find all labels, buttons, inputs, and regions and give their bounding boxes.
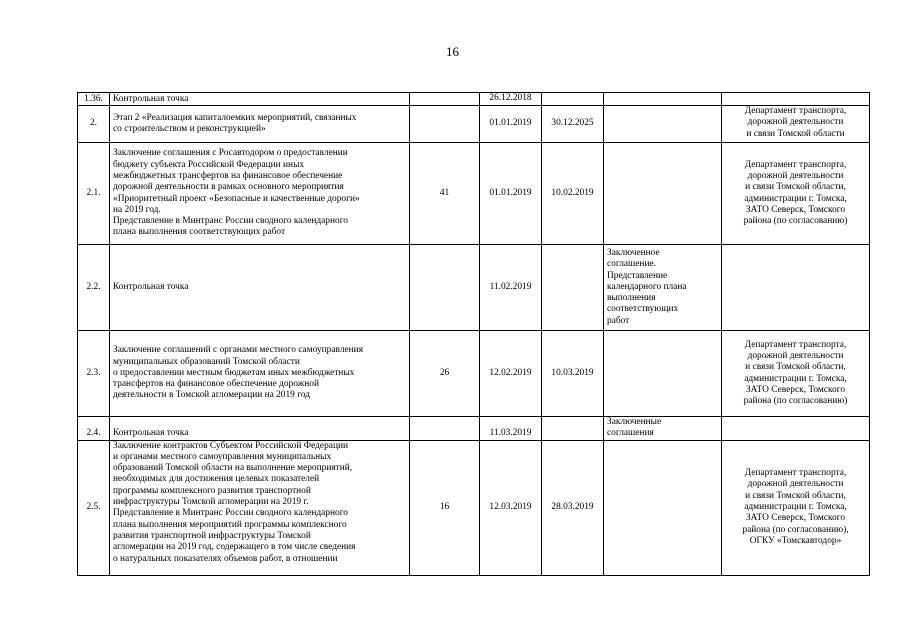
activity-name: Контрольная точка bbox=[110, 245, 410, 331]
amount-cell bbox=[410, 245, 480, 331]
start-date: 12.03.2019 bbox=[480, 440, 542, 575]
table-row bbox=[78, 440, 870, 575]
end-date bbox=[542, 417, 604, 441]
result-cell bbox=[604, 106, 722, 143]
end-date bbox=[542, 93, 604, 106]
activity-name: Контрольная точка bbox=[110, 417, 410, 441]
page-number: 16 bbox=[446, 44, 459, 59]
table-row bbox=[78, 93, 870, 106]
schedule-table bbox=[77, 92, 870, 576]
table-row bbox=[78, 143, 870, 245]
activity-name: Заключение соглашений с органами местного самоуправления муниципальных образований Томской области о предоставлении местным бюджетам иных межбюджетных трансфертов на финансовое обеспечение дорожной деятельности в Томской агломерации на 2019 год bbox=[110, 331, 410, 417]
responsible-cell: Департамент транспорта, дорожной деятельности и связи Томской области, администрации г. Томска, ЗАТО Северск, Томского района (по согласованию), ОГКУ «Томскавтодор» bbox=[722, 440, 870, 575]
end-date: 30.12.2025 bbox=[542, 106, 604, 143]
result-cell bbox=[604, 143, 722, 245]
start-date: 01.01.2019 bbox=[480, 106, 542, 143]
table-row bbox=[78, 245, 870, 331]
responsible-cell bbox=[722, 417, 870, 441]
responsible-cell: Департамент транспорта, дорожной деятельности и связи Томской области, администрации г. Томска, ЗАТО Северск, Томского района (по согласованию) bbox=[722, 143, 870, 245]
activity-name: Этап 2 «Реализация капиталоемких мероприятий, связанных со строительством и реконструкцией» bbox=[110, 106, 410, 143]
responsible-cell: Департамент транспорта, дорожной деятельности и связи Томской области, администрации г. Томска, ЗАТО Северск, Томского района (по согласованию) bbox=[722, 331, 870, 417]
end-date: 10.03.2019 bbox=[542, 331, 604, 417]
end-date: 10.02.2019 bbox=[542, 143, 604, 245]
start-date: 26.12.2018 bbox=[480, 93, 542, 106]
table-row bbox=[78, 331, 870, 417]
responsible-cell: Департамент транспорта, дорожной деятельности и связи Томской области bbox=[722, 106, 870, 143]
end-date: 28.03.2019 bbox=[542, 440, 604, 575]
amount-cell: 41 bbox=[410, 143, 480, 245]
row-number: 1.36. bbox=[78, 93, 110, 106]
row-number: 2.3. bbox=[78, 331, 110, 417]
table-row bbox=[78, 106, 870, 143]
result-cell: Заключенные соглашения bbox=[604, 417, 722, 441]
amount-cell: 16 bbox=[410, 440, 480, 575]
activity-name: Заключение контрактов Субъектом Российской Федерации и органами местного самоуправления муниципальных образований Томской области на выполнение мероприятий, необходимых для достижения целевых показателей программы комплексного развития транспортной инфраструктуры Томской агломерации на 2019 г. Представление в Минтранс России сводного календарного плана выполнения мероприятий программы комплексного развития транспортной инфраструктуры Томской агломерации на 2019 год, содержащего в том числе сведения о натуральных показателях объемов работ, в отношении bbox=[110, 440, 410, 575]
amount-cell bbox=[410, 417, 480, 441]
result-cell bbox=[604, 440, 722, 575]
result-cell: Заключенное соглашение. Представление календарного плана выполнения соответствующих работ bbox=[604, 245, 722, 331]
start-date: 12.02.2019 bbox=[480, 331, 542, 417]
row-number: 2.2. bbox=[78, 245, 110, 331]
row-number: 2. bbox=[78, 106, 110, 143]
start-date: 11.03.2019 bbox=[480, 417, 542, 441]
result-cell bbox=[604, 331, 722, 417]
row-number: 2.5. bbox=[78, 440, 110, 575]
activity-name: Контрольная точка bbox=[110, 93, 410, 106]
responsible-cell bbox=[722, 93, 870, 106]
activity-name: Заключение соглашения с Росавтодором о предоставлении бюджету субъекта Российской Федерации иных межбюджетных трансфертов на финансовое обеспечение дорожной деятельности в рамках основного мероприятия «Приоритетный проект «Безопасные и качественные дороги» на 2019 год. Представление в Минтранс России сводного календарного плана выполнения соответствующих работ bbox=[110, 143, 410, 245]
start-date: 01.01.2019 bbox=[480, 143, 542, 245]
amount-cell bbox=[410, 106, 480, 143]
row-number: 2.4. bbox=[78, 417, 110, 441]
amount-cell: 26 bbox=[410, 331, 480, 417]
amount-cell bbox=[410, 93, 480, 106]
start-date: 11.02.2019 bbox=[480, 245, 542, 331]
table-row bbox=[78, 417, 870, 441]
end-date bbox=[542, 245, 604, 331]
responsible-cell bbox=[722, 245, 870, 331]
row-number: 2.1. bbox=[78, 143, 110, 245]
result-cell bbox=[604, 93, 722, 106]
